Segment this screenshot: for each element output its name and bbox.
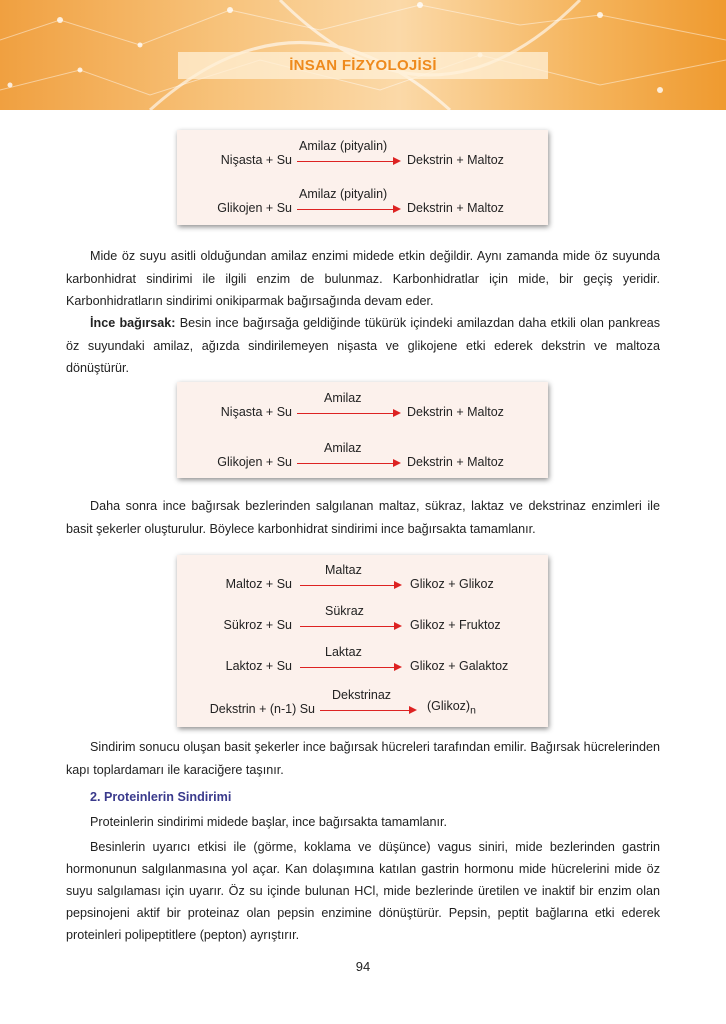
- enzyme: Maltaz: [325, 563, 362, 577]
- enzyme: Amilaz: [324, 441, 362, 455]
- products: Glikoz + Galaktoz: [410, 659, 509, 673]
- term: İnce bağırsak:: [90, 316, 176, 330]
- page-number: 94: [355, 959, 371, 974]
- reactants: Dekstrin + (n-1) Su: [209, 702, 315, 716]
- reaction: [177, 181, 548, 221]
- paragraph: Daha sonra ince bağırsak bezlerinden salgılanan maltaz, sükraz, laktaz ve dekstrinaz enzimleri ile basit şekerler oluşturulur. Böylece karbonhidrat sindirimi ince bağırsakta tamamlanır.: [66, 499, 660, 536]
- section-heading: 2. Proteinlerin Sindirimi: [90, 790, 232, 804]
- reactants: Nişasta + Su: [220, 153, 292, 167]
- arrow-icon: [297, 161, 399, 163]
- products: Dekstrin + Maltoz: [407, 153, 504, 167]
- chapter-title-box: [178, 52, 548, 79]
- arrow-icon: [300, 585, 400, 587]
- products: Glikoz + Fruktoz: [410, 618, 501, 632]
- arrow-icon: [300, 626, 400, 628]
- enzyme: Amilaz (pityalin): [299, 187, 388, 201]
- paragraph: Besinlerin uyarıcı etkisi ile (görme, koklama ve düşünce) vagus siniri, mide bezlerinden gastrin hormonunun salgılanmasına yol açar. Kan dolaşımına katılan gastrin hormonu mide hücrelerini mide öz suyu salgılaması için uyarır. Öz su içinde bulunan HCl, mide bezlerinde üretilen ve inaktif bir enzim olan pepsinojeni aktif bir proteinaz olan pepsin enzimine dönüştürür. Pepsin, peptit bağlarına etki ederek proteinleri polipeptitlere (pepton) ayrıştırır.: [66, 840, 660, 942]
- enzyme: Dekstrinaz: [332, 688, 392, 702]
- reactants: Glikojen + Su: [217, 201, 292, 215]
- reaction: [177, 133, 548, 173]
- arrow-icon: [320, 710, 415, 712]
- reaction: [177, 639, 548, 679]
- arrow-icon: [297, 463, 399, 465]
- arrow-icon: [297, 209, 399, 211]
- paragraph: Sindirim sonucu oluşan basit şekerler ince bağırsak hücreleri tarafından emilir. Bağırsak hücrelerinden kapı toplardamarı ile karaciğere taşınır.: [66, 740, 660, 777]
- subscript: n: [470, 705, 476, 716]
- enzyme: Amilaz (pityalin): [299, 139, 388, 153]
- products: Dekstrin + Maltoz: [407, 201, 504, 215]
- reaction: [177, 385, 548, 425]
- reactants: Sükroz + Su: [223, 618, 292, 632]
- paragraph-text: Besin ince bağırsağa geldiğinde tükürük içindeki amilazdan daha etkili olan pankreas öz suyundaki amilaz, ağızda sindirilemeyen nişasta ve glikojene etki ederek dekstrin ve maltoza dönüştürür.: [66, 316, 660, 375]
- header-banner: [0, 0, 726, 110]
- reaction-box-2: [177, 382, 548, 478]
- chapter-title: İNSAN FİZYOLOJİSİ: [289, 57, 437, 74]
- reaction: [177, 435, 548, 475]
- reaction-box-1: [177, 130, 548, 225]
- products: Glikoz + Glikoz: [410, 577, 494, 591]
- paragraph: [66, 312, 660, 380]
- enzyme: Sükraz: [325, 604, 364, 618]
- reaction: [177, 557, 548, 597]
- products: (Glikoz): [427, 698, 471, 713]
- reactants: Maltoz + Su: [225, 577, 292, 591]
- reaction: [177, 598, 548, 638]
- paragraph: Proteinlerin sindirimi midede başlar, ince bağırsakta tamamlanır.: [90, 815, 447, 829]
- paragraph: Mide öz suyu asitli olduğundan amilaz enzimi midede etkin değildir. Aynı zamanda mide öz suyunda karbonhidrat sindirimi ile ilgili enzim de bulunmaz. Karbonhidratlar için mide, bir geçiş yeridir. Karbonhidratların sindirimi onikiparmak bağırsağında devam eder.: [66, 249, 660, 308]
- enzyme: Laktaz: [325, 645, 362, 659]
- arrow-icon: [297, 413, 399, 415]
- products: Dekstrin + Maltoz: [407, 455, 504, 469]
- reactants: Laktoz + Su: [225, 659, 292, 673]
- reactants: Nişasta + Su: [220, 405, 292, 419]
- reaction-box-3: [177, 555, 548, 727]
- reactants: Glikojen + Su: [217, 455, 292, 469]
- arrow-icon: [300, 667, 400, 669]
- enzyme: Amilaz: [324, 391, 362, 405]
- reaction: [177, 682, 548, 722]
- products: Dekstrin + Maltoz: [407, 405, 504, 419]
